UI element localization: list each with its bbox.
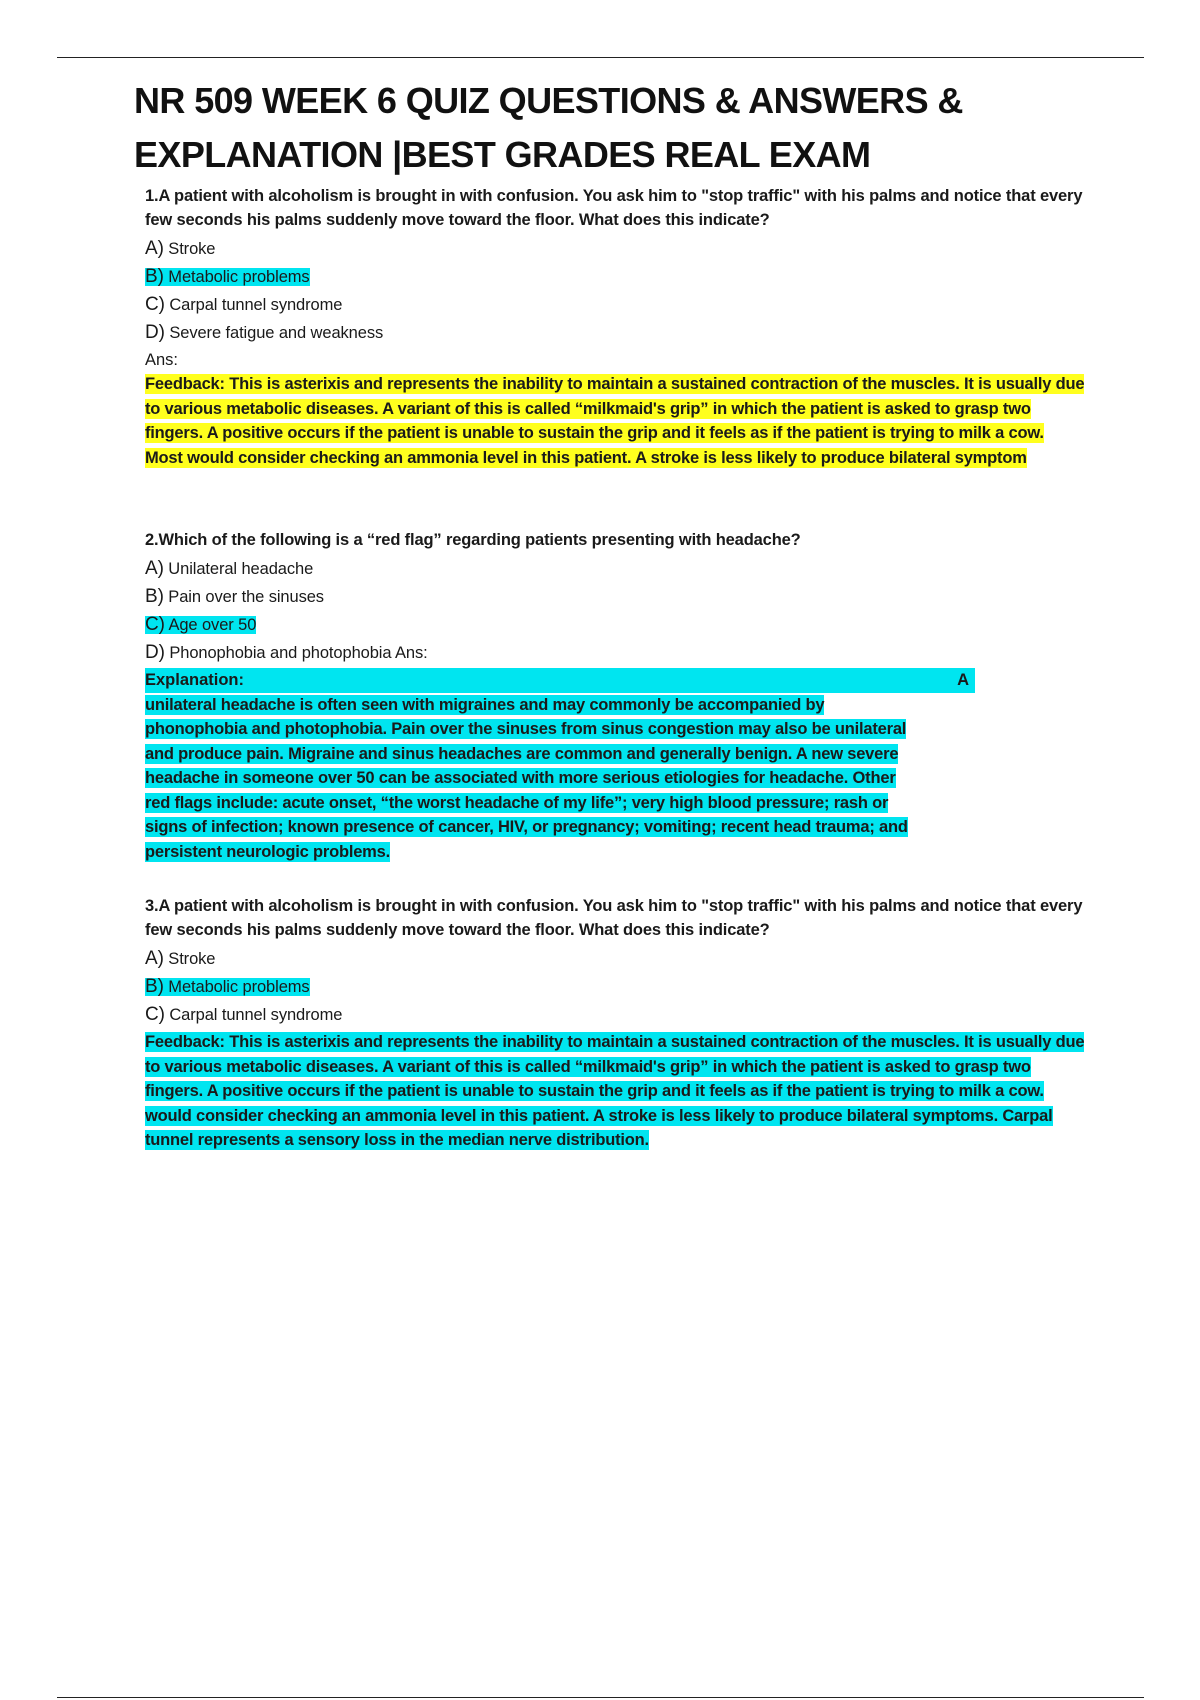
explanation-letter: A: [957, 671, 969, 689]
option-c: [145, 1002, 1085, 1030]
option-text: Metabolic problems: [168, 268, 310, 286]
bottom-rule: [57, 1697, 1144, 1698]
option-text: Carpal tunnel syndrome: [169, 296, 343, 314]
explanation-line-text: and produce pain. Migraine and sinus headaches are common and generally benign. A new severe: [145, 744, 899, 763]
option-letter: A): [145, 238, 164, 259]
question-text: 2.Which of the following is a “red flag” regarding patients presenting with headache?: [145, 531, 801, 549]
option-letter: B): [145, 976, 164, 997]
explanation-text: [145, 693, 975, 865]
explanation-line-text: phonophobia and photophobia. Pain over the sinuses from sinus congestion may also be unilateral: [145, 720, 907, 738]
explanation-line: [145, 766, 975, 791]
option-letter: B): [145, 266, 164, 287]
answer-label: Ans:: [145, 351, 179, 369]
document-title: NR 509 WEEK 6 QUIZ QUESTIONS & ANSWERS & EXPLANATION |BEST GRADES REAL EXAM: [134, 80, 963, 175]
option-text: Stroke: [168, 950, 216, 968]
option-d: [145, 640, 1085, 668]
option-text: Phonophobia and photophobia Ans:: [169, 644, 428, 662]
explanation-header: [145, 668, 975, 693]
option-a: [145, 556, 1085, 584]
option-b-correct: [145, 264, 1085, 292]
option-c: [145, 292, 1085, 320]
question-text: 3.A patient with alcoholism is brought in with confusion. You ask him to "stop traffic" with his palms and notice that every few seconds his palms suddenly move toward the floor. What does this indicate?: [145, 897, 1083, 939]
option-highlight: [145, 978, 310, 996]
top-rule: [57, 57, 1144, 58]
explanation-line-text: persistent neurologic problems.: [145, 842, 391, 861]
option-letter: A): [145, 948, 164, 969]
question-text: 1.A patient with alcoholism is brought in with confusion. You ask him to "stop traffic" with his palms and notice that every few seconds his palms suddenly move toward the floor. What does this indicate?: [145, 187, 1083, 229]
option-text: Metabolic problems: [168, 978, 310, 996]
option-text: Age over 50: [168, 616, 257, 634]
question-block-3: [145, 894, 1085, 1153]
option-text: Stroke: [168, 240, 216, 258]
option-letter: D): [145, 642, 165, 663]
option-letter: A): [145, 558, 164, 579]
explanation-line-text: unilateral headache is often seen with migraines and may commonly be accompanied by: [145, 695, 825, 714]
option-text: Severe fatigue and weakness: [169, 324, 384, 342]
option-letter: D): [145, 322, 165, 343]
option-a: [145, 946, 1085, 974]
option-letter: B): [145, 586, 164, 607]
option-highlight: [145, 268, 310, 286]
feedback-highlight: Feedback: This is asterixis and represents the inability to maintain a sustained contraction of the muscles. It is usually due to various metabolic diseases. A variant of this is called “milkmaid's grip” in which the patient is asked to grasp two fingers. A positive occurs if the patient is unable to sustain the grip and it feels as if the patient is trying to milk a cow. would consider checking an ammonia level in this patient. A stroke is less likely to produce bilateral symptoms. Carpal tunnel represents a sensory loss in the median nerve distribution.: [145, 1033, 1085, 1149]
explanation-line: [145, 791, 975, 816]
option-highlight: [145, 616, 256, 634]
feedback-text: [145, 1030, 1085, 1153]
option-text: Carpal tunnel syndrome: [169, 1006, 343, 1024]
option-letter: C): [145, 1004, 165, 1025]
option-text: Pain over the sinuses: [168, 588, 324, 606]
question-block-1: [145, 184, 1085, 470]
explanation-line: [145, 815, 975, 840]
option-letter: C): [145, 614, 165, 635]
explanation-line: [145, 717, 975, 742]
option-letter: C): [145, 294, 165, 315]
option-b-correct: [145, 974, 1085, 1002]
feedback-text: [145, 372, 1085, 470]
explanation-label: Explanation:: [145, 671, 245, 689]
explanation-line: [145, 693, 975, 718]
explanation-line-text: red flags include: acute onset, “the worst headache of my life”; very high blood pressure; rash or: [145, 793, 889, 812]
explanation-line: [145, 742, 975, 767]
option-b: [145, 584, 1085, 612]
feedback-highlight: Feedback: This is asterixis and represents the inability to maintain a sustained contraction of the muscles. It is usually due to various metabolic diseases. A variant of this is called “milkmaid's grip” in which the patient is asked to grasp two fingers. A positive occurs if the patient is unable to sustain the grip and it feels as if the patient is trying to milk a cow. Most would consider checking an ammonia level in this patient. A stroke is less likely to produce bilateral symptom: [145, 375, 1085, 467]
question-block-2: [145, 528, 1085, 864]
explanation-line-text: signs of infection; known presence of cancer, HIV, or pregnancy; vomiting; recent head trauma; and: [145, 818, 908, 836]
option-c-correct: [145, 612, 1085, 640]
option-text: Unilateral headache: [168, 560, 314, 578]
option-d: [145, 320, 1085, 348]
explanation-line-text: headache in someone over 50 can be associated with more serious etiologies for headache. Other: [145, 769, 896, 787]
option-a: [145, 236, 1085, 264]
explanation-line: [145, 840, 975, 865]
